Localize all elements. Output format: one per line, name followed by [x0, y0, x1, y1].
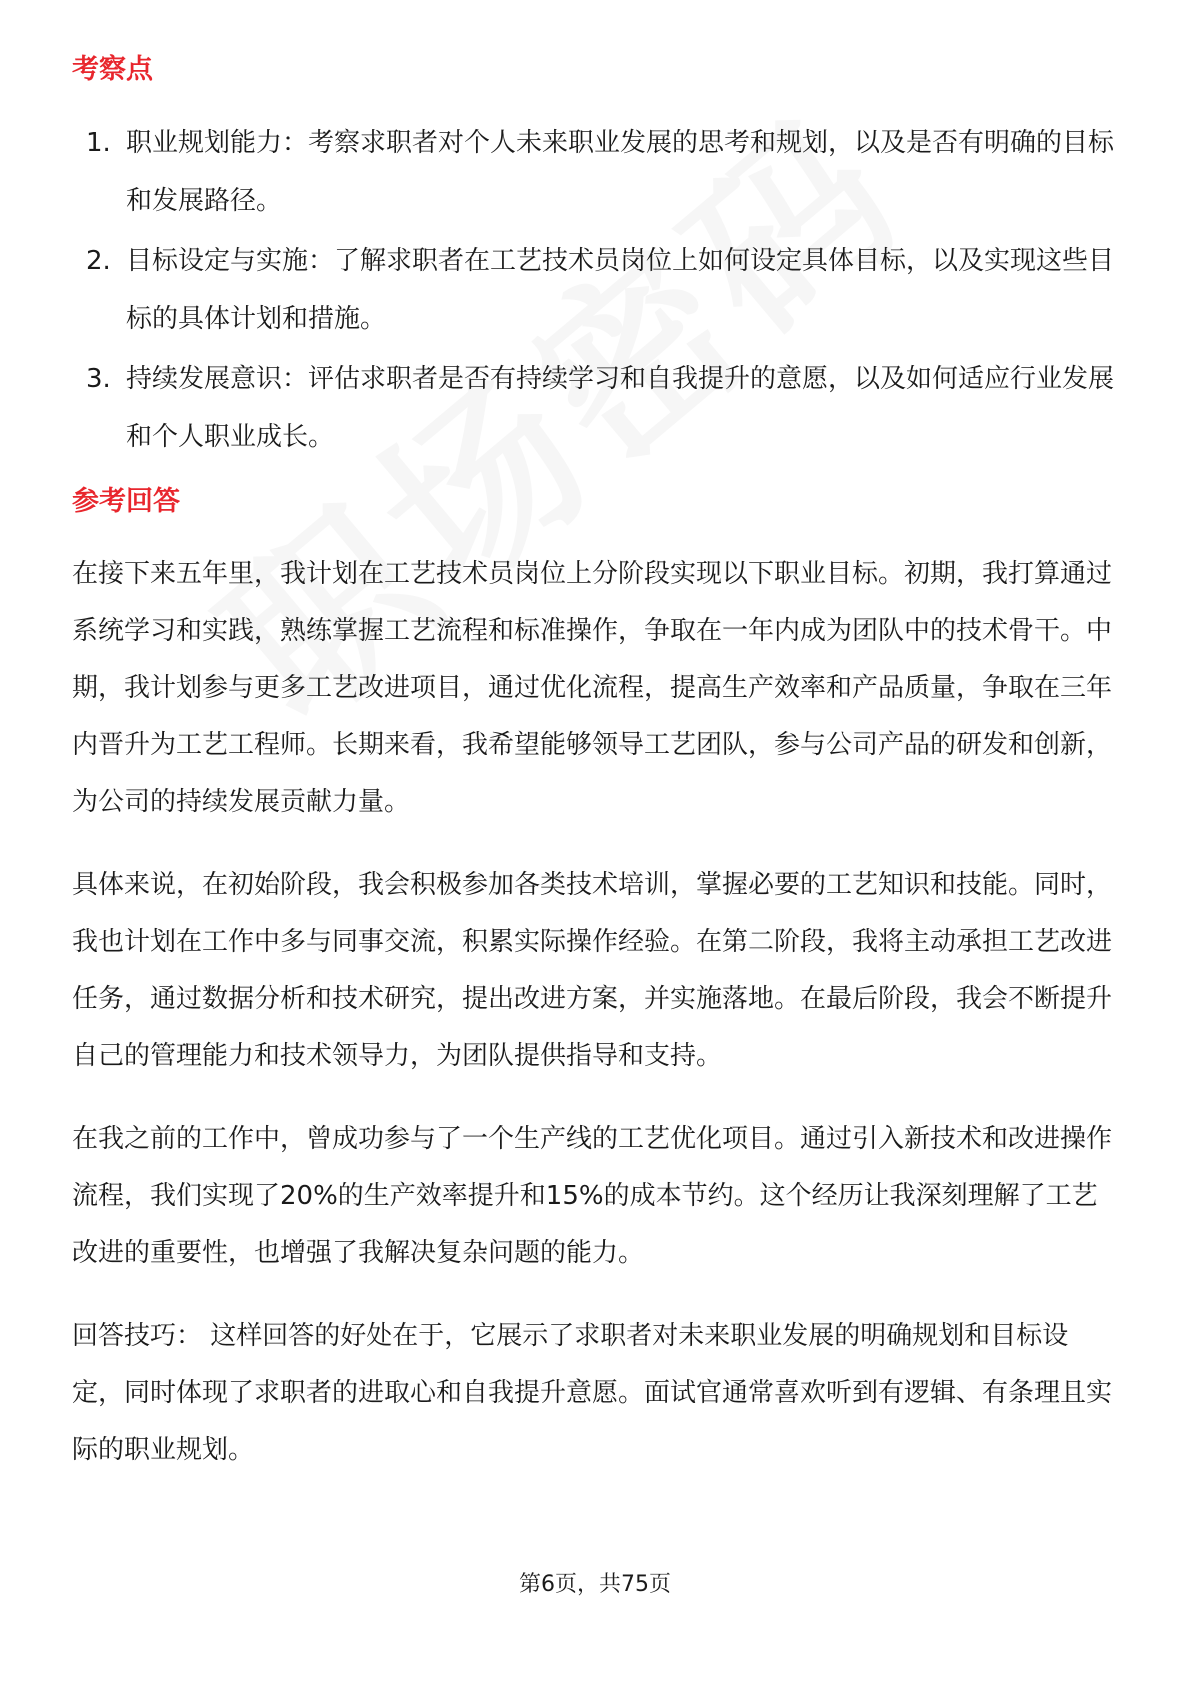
list-number: 2.: [86, 246, 111, 276]
answer-paragraph: 在接下来五年里，我计划在工艺技术员岗位上分阶段实现以下职业目标。初期，我打算通过系统学习和实践，熟练掌握工艺流程和标准操作，争取在一年内成为团队中的技术骨干。中期，我计划参与更多工艺改进项目，通过优化流程，提高生产效率和产品质量，争取在三年内晋升为工艺工程师。长期来看，我希望能够领导工艺团队，参与公司产品的研发和创新，为公司的持续发展贡献力量。: [72, 559, 1113, 817]
list-item-text: 持续发展意识：评估求职者是否有持续学习和自我提升的意愿，以及如何适应行业发展和个人职业成长。: [126, 364, 1115, 452]
list-item: [72, 114, 1117, 230]
list-number: 3.: [86, 364, 111, 394]
answer-paragraph: 在我之前的工作中，曾成功参与了一个生产线的工艺优化项目。通过引入新技术和改进操作流程，我们实现了20%的生产效率提升和15%的成本节约。这个经历让我深刻理解了工艺改进的重要性，也增强了我解决复杂问题的能力。: [72, 1124, 1113, 1268]
list-item-text: 职业规划能力：考察求职者对个人未来职业发展的思考和规划，以及是否有明确的目标和发展路径。: [126, 128, 1115, 216]
list-number: 1.: [86, 128, 111, 158]
list-item: [72, 350, 1117, 466]
answer-tips-paragraph: 回答技巧： 这样回答的好处在于，它展示了求职者对未来职业发展的明确规划和目标设定，同时体现了求职者的进取心和自我提升意愿。面试官通常喜欢听到有逻辑、有条理且实际的职业规划。: [72, 1321, 1113, 1465]
answer-paragraph: 具体来说，在初始阶段，我会积极参加各类技术培训，掌握必要的工艺知识和技能。同时，我也计划在工作中多与同事交流，积累实际操作经验。在第二阶段，我将主动承担工艺改进任务，通过数据分析和技术研究，提出改进方案，并实施落地。在最后阶段，我会不断提升自己的管理能力和技术领导力，为团队提供指导和支持。: [72, 870, 1113, 1071]
page-content: [72, 40, 1117, 1505]
list-item-text: 目标设定与实施：了解求职者在工艺技术员岗位上如何设定具体目标，以及实现这些目标的具体计划和措施。: [126, 246, 1115, 334]
page-number-footer: 第6页，共75页: [519, 1572, 671, 1597]
section-heading-reference-answer: 参考回答: [72, 486, 180, 517]
section-heading-exam-points: 考察点: [72, 54, 153, 85]
exam-points-list: [72, 114, 1117, 466]
list-item: [72, 232, 1117, 348]
